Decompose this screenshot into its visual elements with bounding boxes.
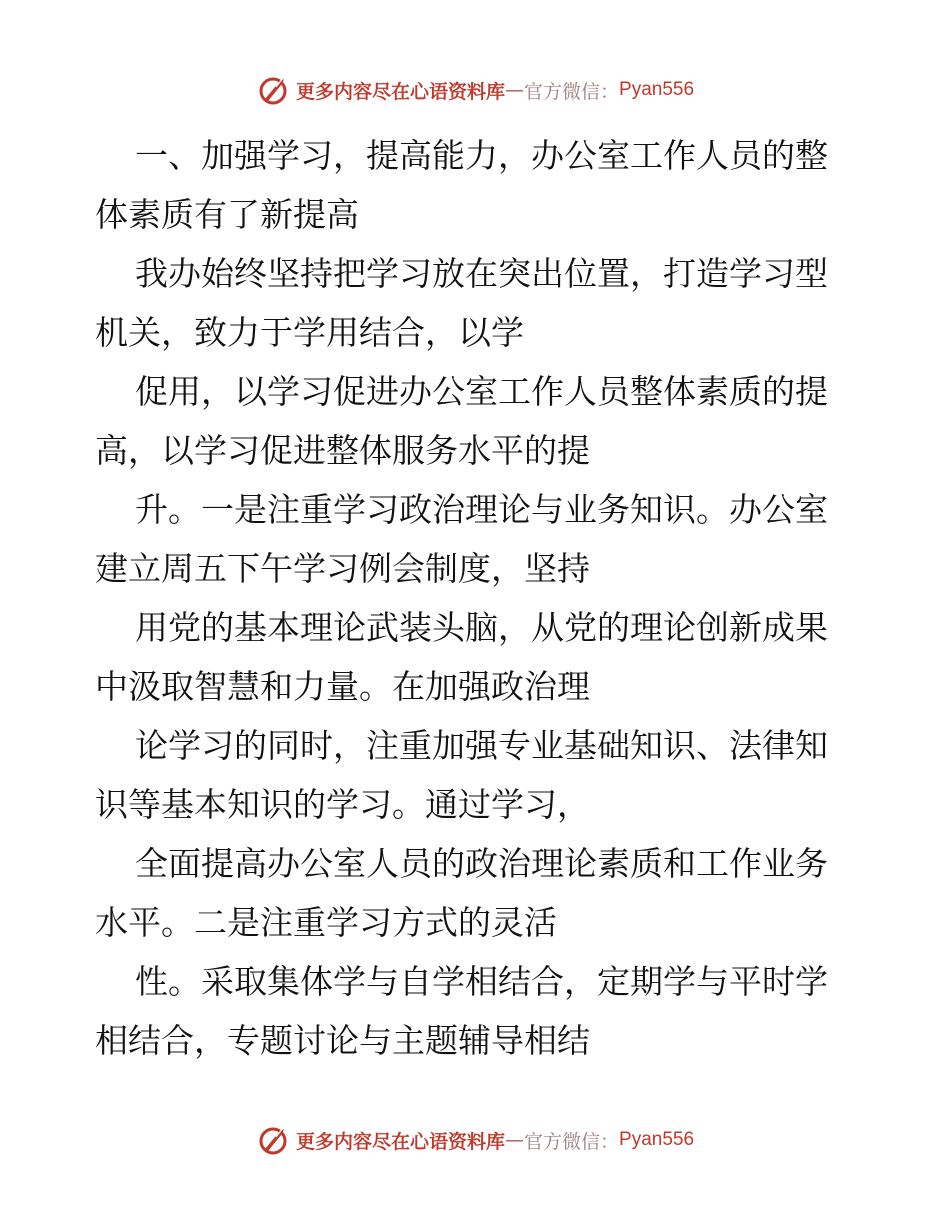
quill-pen-logo-icon (256, 73, 290, 107)
text-line: 体素质有了新提高 (95, 195, 359, 234)
document-body (95, 126, 865, 1070)
text-line: 性。采取集体学与自学相结合，定期学与平时学 (135, 962, 828, 1001)
text-line: 识等基本知识的学习。通过学习， (95, 785, 590, 824)
text-line: 促用，以学习促进办公室工作人员整体素质的提 (135, 372, 828, 411)
text-line: 水平。二是注重学习方式的灵活 (95, 903, 557, 942)
banner-colon: ： (600, 80, 620, 103)
banner-brand: 更多内容尽在心语资料库 (295, 80, 505, 103)
banner-account: Pyan556 (619, 79, 695, 100)
text-line: 中汲取智慧和力量。在加强政治理 (95, 667, 590, 706)
banner-separator: — (504, 79, 524, 101)
paragraph (95, 362, 865, 480)
banner-colon: ： (600, 1130, 620, 1153)
banner-separator: — (504, 1129, 524, 1151)
banner-account: Pyan556 (619, 1129, 695, 1150)
paragraph (95, 126, 865, 244)
paragraph (95, 244, 865, 362)
paragraph (95, 480, 865, 598)
quill-pen-logo-icon (256, 1123, 290, 1157)
text-line: 高，以学习促进整体服务水平的提 (95, 431, 590, 470)
banner-brand: 更多内容尽在心语资料库 (295, 1130, 505, 1153)
text-line: 升。一是注重学习政治理论与业务知识。办公室 (135, 490, 828, 529)
header-banner (0, 70, 950, 110)
banner-label: 官方微信 (523, 80, 600, 103)
banner-label: 官方微信 (523, 1130, 600, 1153)
paragraph (95, 716, 865, 834)
text-line: 用党的基本理论武装头脑，从党的理论创新成果 (135, 608, 828, 647)
footer-banner (0, 1120, 950, 1160)
text-line: 一、加强学习，提高能力，办公室工作人员的整 (135, 136, 828, 175)
paragraph (95, 952, 865, 1070)
text-line: 相结合，专题讨论与主题辅导相结 (95, 1021, 590, 1060)
text-line: 全面提高办公室人员的政治理论素质和工作业务 (135, 844, 828, 883)
text-line: 机关，致力于学用结合，以学 (95, 313, 524, 352)
banner-text (296, 77, 694, 104)
text-line: 我办始终坚持把学习放在突出位置，打造学习型 (135, 254, 828, 293)
paragraph (95, 598, 865, 716)
text-line: 论学习的同时，注重加强专业基础知识、法律知 (135, 726, 828, 765)
text-line: 建立周五下午学习例会制度，坚持 (95, 549, 590, 588)
banner-text (296, 1127, 694, 1154)
paragraph (95, 834, 865, 952)
